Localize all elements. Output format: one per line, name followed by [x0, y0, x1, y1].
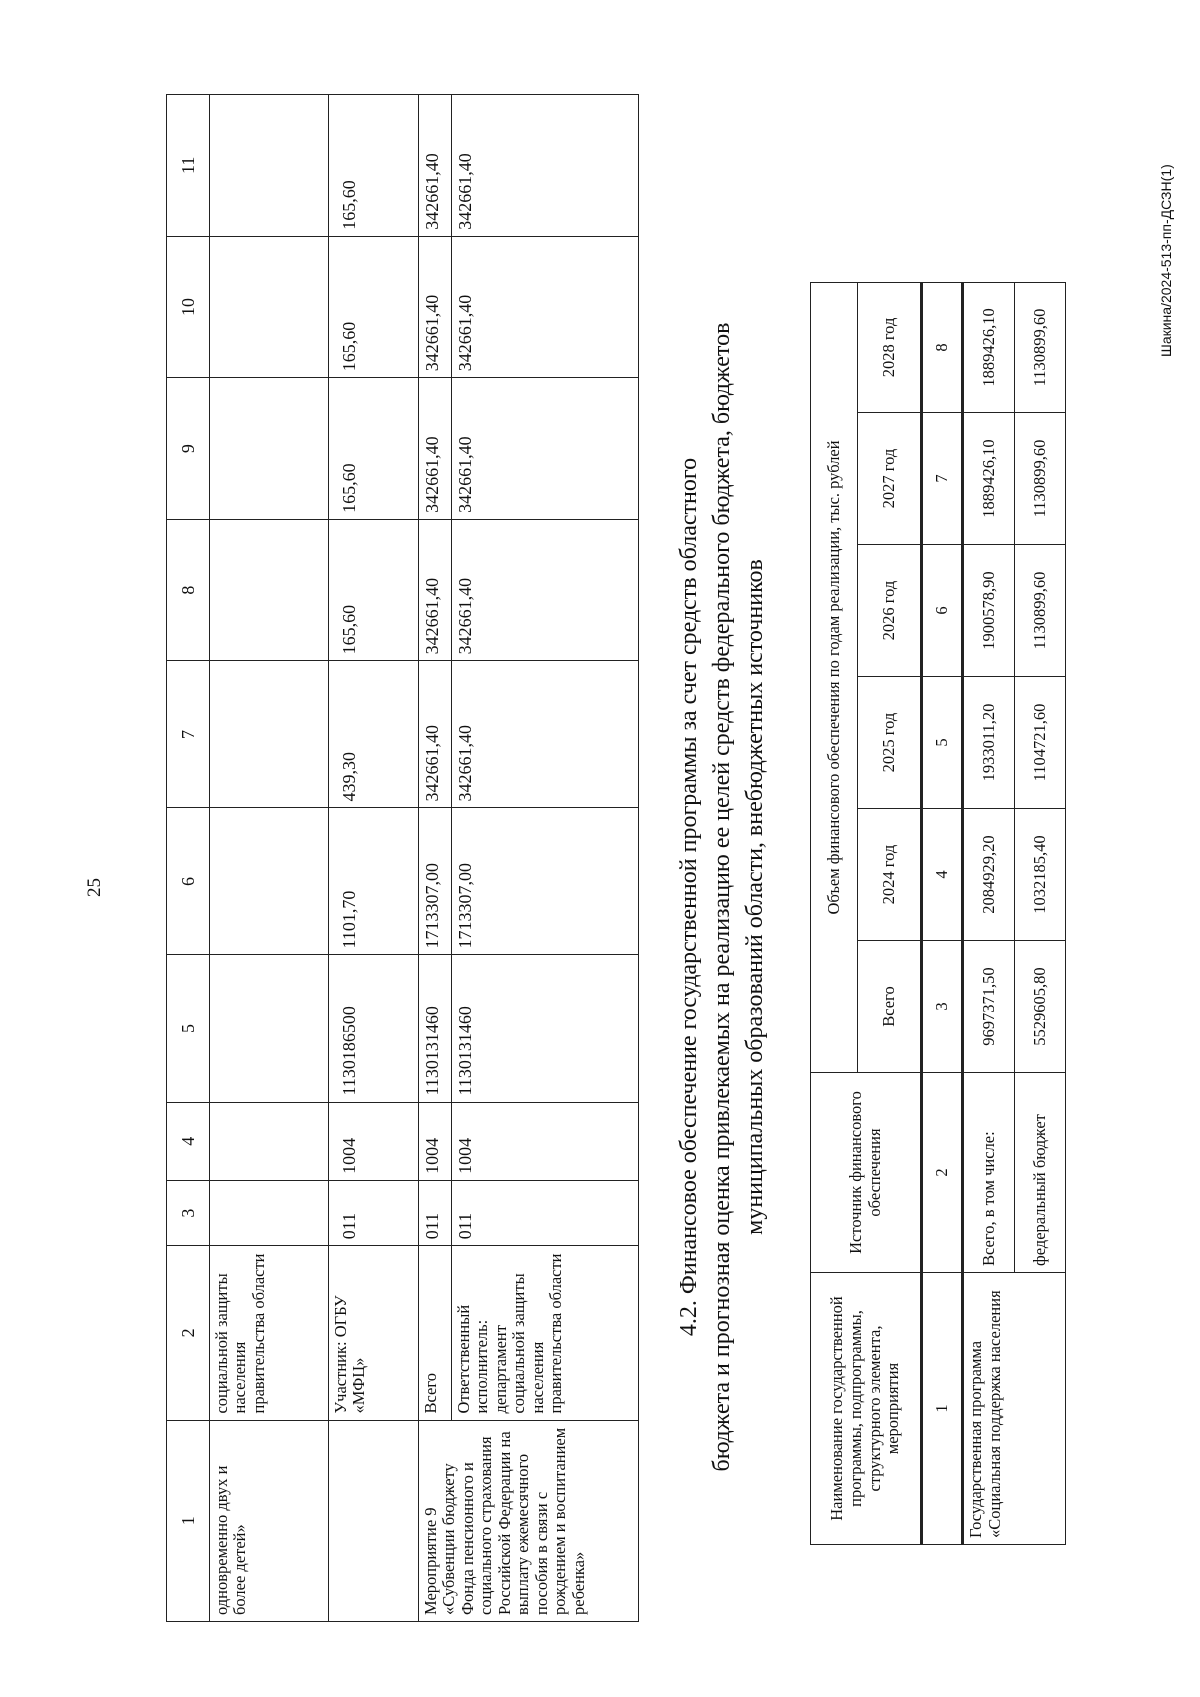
amount-cell: 342661,40 [452, 661, 639, 808]
amount-cell: 5529605,80 [1015, 941, 1066, 1073]
amount-cell: 1933011,20 [963, 677, 1015, 809]
column-number: 6 [922, 545, 963, 677]
amount-cell: 342661,40 [452, 95, 639, 237]
amount-cell: 342661,40 [419, 519, 452, 661]
table-cell [210, 1102, 329, 1180]
year-header: 2027 год [858, 413, 922, 545]
executor-cell: социальной защиты населения правительства области [210, 1246, 329, 1420]
table-row [452, 95, 639, 1622]
amount-cell: 342661,40 [419, 95, 452, 237]
amount-cell: 342661,40 [419, 236, 452, 378]
target-code-cell: 1130131460 [419, 955, 452, 1102]
program-name-cell: Государственная программа «Социальная поддержка населения [963, 1273, 1066, 1545]
amount-cell: 165,60 [329, 519, 419, 661]
target-code-cell: 1130131460 [452, 955, 639, 1102]
column-number: 9 [167, 378, 210, 520]
year-header: 2026 год [858, 545, 922, 677]
measure-name-cell [329, 1420, 419, 1621]
table-cell [210, 519, 329, 661]
section-code-cell: 1004 [329, 1102, 419, 1180]
target-code-cell: 1130186500 [329, 955, 419, 1102]
volume-header: Объем финансового обеспечения по годам реализации, тыс. рублей [811, 282, 858, 1072]
table-row [329, 95, 419, 1622]
budget-table-continued [166, 94, 639, 1622]
column-number: 2 [167, 1246, 210, 1420]
amount-cell: 9697371,50 [963, 941, 1015, 1073]
column-number: 6 [167, 808, 210, 955]
grbs-code-cell: 011 [329, 1180, 419, 1245]
column-number: 4 [922, 809, 963, 941]
column-number: 5 [922, 677, 963, 809]
executor-cell: Участник: ОГБУ «МФЦ» [329, 1246, 419, 1420]
year-header: 2024 год [858, 809, 922, 941]
column-number: 10 [167, 236, 210, 378]
amount-cell: 1900578,90 [963, 545, 1015, 677]
document-code: Шакина/2024-513-пп-ДСЗН(1) [1158, 164, 1174, 357]
table-cell [210, 95, 329, 237]
amount-cell: 1130899,60 [1015, 545, 1066, 677]
table-row [419, 95, 452, 1622]
column-number: 1 [922, 1273, 963, 1545]
source-header: Источник финансового обеспечения [811, 1073, 922, 1273]
column-number: 8 [922, 282, 963, 412]
column-number: 7 [167, 661, 210, 808]
amount-cell: 1889426,10 [963, 282, 1015, 412]
amount-cell: 439,30 [329, 661, 419, 808]
amount-cell: 342661,40 [419, 661, 452, 808]
amount-cell: 1104721,60 [1015, 677, 1066, 809]
grbs-code-cell: 011 [452, 1180, 639, 1245]
column-number: 2 [922, 1073, 963, 1273]
amount-cell: 2084929,20 [963, 809, 1015, 941]
column-number: 3 [922, 941, 963, 1073]
page-number: 25 [84, 878, 105, 897]
amount-cell: 165,60 [329, 378, 419, 520]
column-number: 7 [922, 413, 963, 545]
table-cell [210, 955, 329, 1102]
grbs-code-cell: 011 [419, 1180, 452, 1245]
amount-cell: 1032185,40 [1015, 809, 1066, 941]
amount-cell: 165,60 [329, 95, 419, 237]
table-cell [210, 808, 329, 955]
year-header: 2025 год [858, 677, 922, 809]
column-number-row [167, 95, 210, 1622]
amount-cell: 342661,40 [452, 519, 639, 661]
column-number: 8 [167, 519, 210, 661]
executor-cell: Ответственный исполнитель: департамент социальной защиты населения правительства области [452, 1246, 639, 1420]
amount-cell: 342661,40 [452, 378, 639, 520]
column-number: 1 [167, 1420, 210, 1621]
amount-cell: 1130899,60 [1015, 282, 1066, 412]
year-header: Всего [858, 941, 922, 1073]
funding-table [810, 282, 1066, 1545]
measure-name-cell: Мероприятие 9 «Субвенции бюджету Фонда пенсионного и социального страхования Российской Федерации на выплату ежемесячного пособия в связи с рождением и воспитанием ребенка» [419, 1420, 639, 1621]
year-header: 2028 год [858, 282, 922, 412]
source-cell: федеральный бюджет [1015, 1073, 1066, 1273]
table-row [963, 282, 1015, 1544]
table-cell [210, 1180, 329, 1245]
executor-cell: Всего [419, 1246, 452, 1420]
column-number: 5 [167, 955, 210, 1102]
table-cell [210, 661, 329, 808]
column-number: 4 [167, 1102, 210, 1180]
table-cell [210, 236, 329, 378]
amount-cell: 1713307,00 [452, 808, 639, 955]
section-code-cell: 1004 [452, 1102, 639, 1180]
section-heading-line: 4.2. Финансовое обеспечение государственной программы за счет средств областного [676, 457, 702, 1337]
source-cell: Всего, в том числе: [963, 1073, 1015, 1273]
amount-cell: 165,60 [329, 236, 419, 378]
header-row [811, 282, 858, 1544]
amount-cell: 1713307,00 [419, 808, 452, 955]
amount-cell: 342661,40 [419, 378, 452, 520]
amount-cell: 342661,40 [452, 236, 639, 378]
column-number: 3 [167, 1180, 210, 1245]
section-code-cell: 1004 [419, 1102, 452, 1180]
program-name-header: Наименование государственной программы, подпрограммы, структурного элемента, мероприятия [811, 1273, 922, 1545]
table-row [210, 95, 329, 1622]
amount-cell: 1130899,60 [1015, 413, 1066, 545]
column-number: 11 [167, 95, 210, 237]
section-heading [673, 177, 772, 1617]
table-cell [210, 378, 329, 520]
amount-cell: 1889426,10 [963, 413, 1015, 545]
amount-cell: 1101,70 [329, 808, 419, 955]
measure-name-cell: одновременно двух и более детей» [210, 1420, 329, 1621]
section-heading-line: муниципальных образований области, внебюджетных источников [742, 559, 769, 1235]
column-number-row [922, 282, 963, 1544]
section-heading-line: бюджета и прогнозная оценка привлекаемых на реализацию ее целей средств федерального бюджета, бюджетов [709, 322, 736, 1472]
